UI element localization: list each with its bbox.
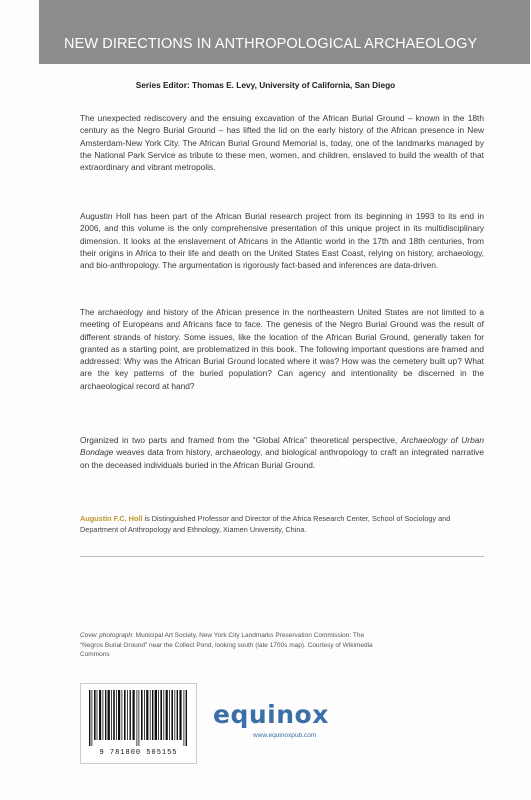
- paragraph-2: [80, 210, 484, 271]
- series-header-band: [39, 0, 530, 64]
- paragraph-2-text: Augustin Holl has been part of the African Burial research project from its beginning in 1993 to its end in 2006, and this volume is the only comprehensive presentation of this unique project in its multidisciplinary dimension. It looks at the enslavement of Africans in the Atlantic world in the 17th and 18th centuries, from their origins in Africa to their life and death on the United States East Coast, relying on history, archaeology, and bio-anthropology. The argumentation is rigorously fact-based and inferences are data-driven.: [80, 211, 484, 271]
- isbn-barcode: [80, 683, 197, 764]
- paragraph-1-text: The unexpected rediscovery and the ensuing excavation of the African Burial Ground – known in the 18th century as the Negro Burial Ground – has lifted the lid on the early history of the African presence in New Amsterdam-New York City. The African Burial Ground Memorial is, today, one of the landmarks managed by the National Park Service as tribute to these men, women, and children, enslaved to build the wealth of that extraordinary and vibrant metropolis.: [80, 113, 484, 173]
- isbn-number: 9 781800 505155: [99, 749, 178, 757]
- divider-rule: [80, 556, 484, 557]
- credit-text: : Municipal Art Society, New York City Landmarks Preservation Commission: The “Negros Burial Ground” near the Collect Pond, looking south (late 1700s map). Courtesy of Wikimedia Commons: [80, 632, 373, 659]
- paragraph-3-text: The archaeology and history of the African presence in the northeastern United States are not limited to a meeting of Europeans and Africans face to face. The genesis of the Negro Burial Ground was the result of different strands of history. Some issues, like the location of the African Burial Ground, generally taken for granted as a starting point, are problematized in this book. The following important questions are framed and addressed: Why was the African Burial Ground located where it was? How was the cemetery built up? What are the key patterns of the buried population? Can agency and intentionality be discerned in the archaeological record at hand?: [80, 307, 484, 391]
- series-editor: Series Editor: Thomas E. Levy, University of California, San Diego: [135, 80, 396, 90]
- publisher-name: equinox: [213, 700, 329, 729]
- barcode-icon: [87, 690, 190, 746]
- paragraph-4-text: [80, 434, 484, 471]
- paragraph-4: [80, 434, 484, 471]
- cover-photo-credit: [80, 631, 380, 660]
- series-title: NEW DIRECTIONS IN ANTHROPOLOGICAL ARCHAEOLOGY: [64, 36, 478, 52]
- publisher-url: www.equinoxpub.com: [253, 732, 317, 739]
- book-title: Archaeology of Urban Bondage: [80, 435, 484, 458]
- author-bio-text: is Distinguished Professor and Director of the Africa Research Center, School of Sociology and Department of Anthropology and Ethnology, Xiamen University, China.: [80, 514, 451, 534]
- publisher-logo: [213, 700, 363, 740]
- paragraph-1: [80, 112, 484, 173]
- credit-label: Cover photograph: [80, 632, 133, 639]
- author-name: Augustin F.C. Holl: [80, 514, 143, 523]
- paragraph-4-pre: Organized in two parts and framed from the “Global Africa” theoretical perspective,: [80, 435, 401, 445]
- paragraph-3: [80, 306, 484, 392]
- paragraph-4-post: weaves data from history, archaeology, and biological anthropology to craft an integrated narrative on the deceased individuals buried in the African Burial Ground.: [80, 447, 484, 470]
- author-bio: [80, 513, 484, 535]
